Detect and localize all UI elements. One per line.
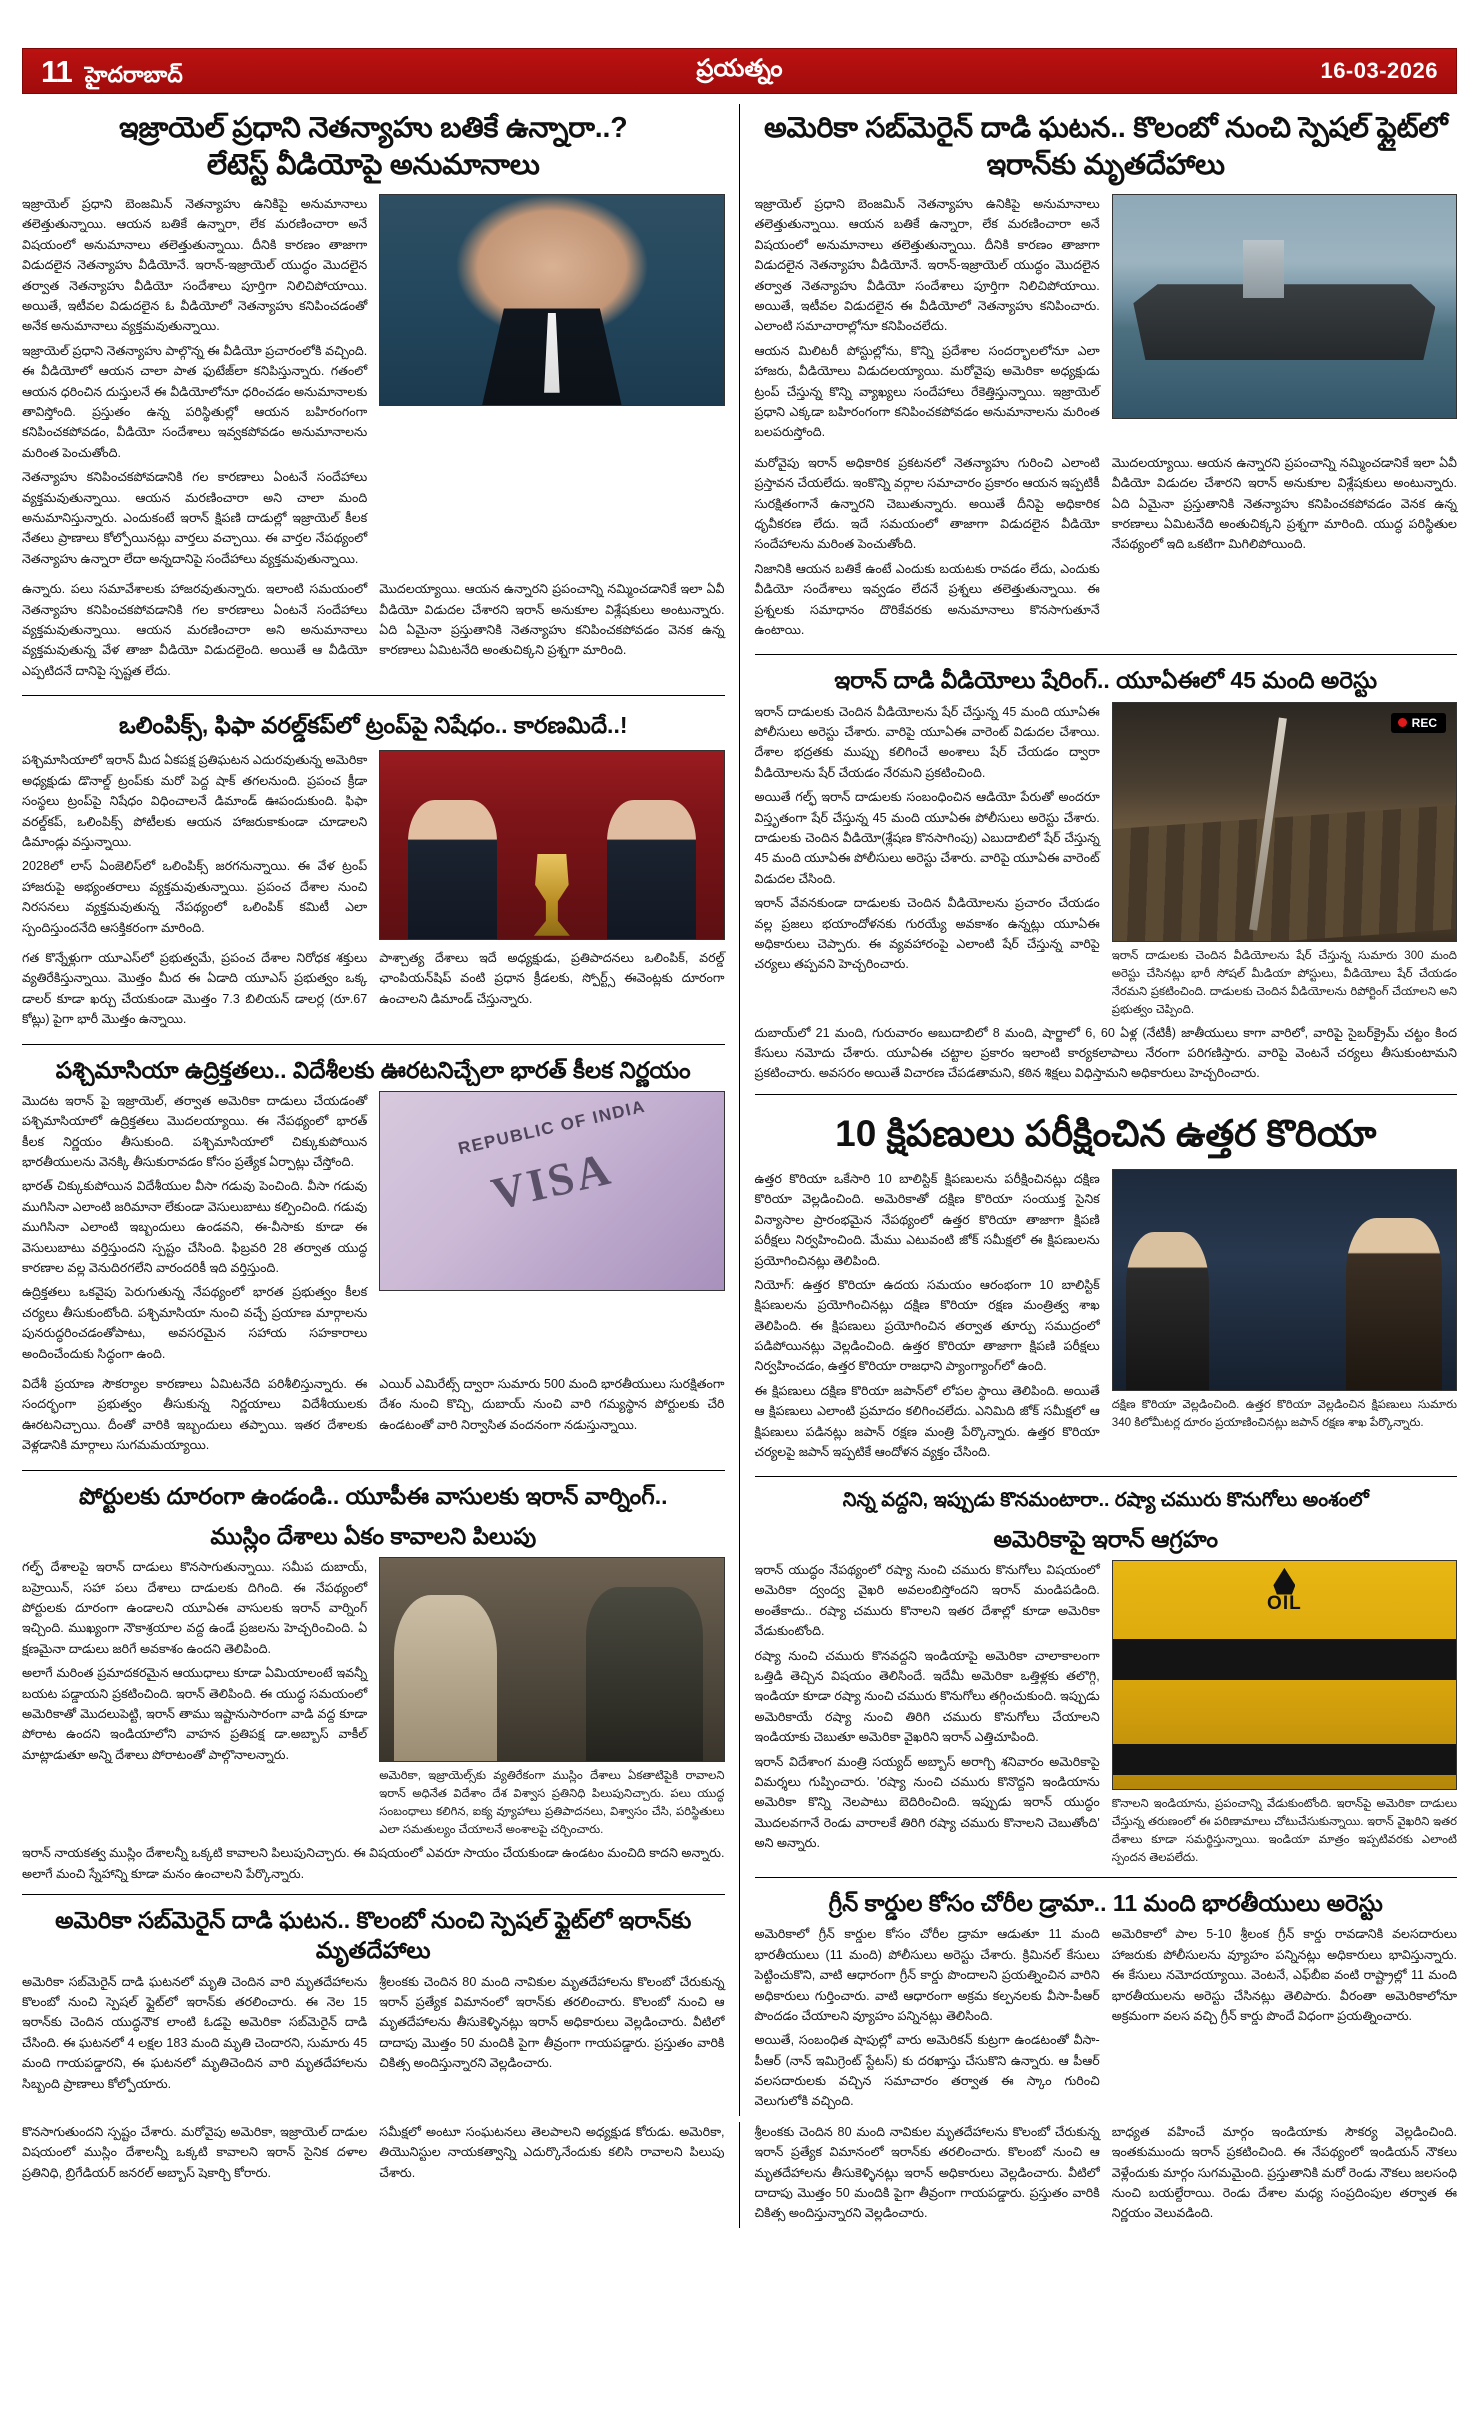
photo-caption: అమెరికా, ఇజ్రాయెల్స్‌కు వ్యతిరేకంగా ముస్లిం దేశాలు ఏకతాటిపైకి రావాలని ఇరాన్ అధినేత విదేశాం దేశ విశ్వాస ప్రతినిధి పిలుపునిచ్చారు. పలు యుద్ధ సంబంధాలు కలిగిన, ఐక్య వ్యూహాలు ప్రతిపాదనలు, విశ్వాసం చేసి, పరిస్థితులు ఎలా సమతుల్యం చేయాలనే అంశాలపై చర్చించారు. xyxy=(379,1769,725,1837)
paragraph: ఇరాన్ విదేశాంగ మంత్రి సయ్యద్ అబ్బాస్ అరాగ్చి శనివారం అమెరికాపై విమర్శలు గుప్పించారు. 'రష్యా నుంచి చమురు కొనొద్దని ఇండియాను అమెరికా కొన్ని నెలపాటు బెదిరించింది. ఇప్పుడు ఇరాన్ యుద్ధం మొదలవగానే రెండు వారాలకే తిరిగి రష్యా చమురు కొనాలని చెబుతోంది' అని అన్నారు. xyxy=(754,1754,1100,1851)
paragraph: అమెరికాలో గ్రీన్ కార్డుల కోసం చోరీల డ్రామా ఆడుతూ 11 మంది భారతీయులు (11 మంది) పోలీసులు అరెస్టు చేశారు. క్రిమినల్ కేసులు పెట్టించుకొని, వాటి ఆధారంగా గ్రీన్ కార్డు పొందాలని ప్రయత్నించిన వారిని అధికారులు గుర్తించారు. వాటి ఆధారంగా అక్రమ కల్పనలకు వీసా-పీఆర్ పొందడం చేయాలని వ్యూహం పన్నినట్లు తెలిసింది. xyxy=(754,1927,1100,2023)
paragraph: భారత్ చిక్కుకుపోయిన విదేశీయుల వీసా గడువు పెంచింది. వీసా గడువు ముగిసినా ఎలాంటి జరిమానా లేకుండా వెసులుబాటు కల్పించింది. గడువు ముగిసినా ఎలాంటి ఇబ్బందులు ఉండవని, ఈ-వీసాకు కూడా ఈ వెసులుబాటు వర్తిస్తుందని స్పష్టం చేసింది. ఫిబ్రవరి 28 తర్వాత యుద్ధ కారణాల వల్ల వెనుదిరగలేని వారందరికీ ఇది వర్తిస్తుంది. xyxy=(22,1179,368,1275)
page-columns xyxy=(22,104,1457,2116)
paragraph: ఈ క్షిపణులు దక్షిణ కొరియా జపాన్‌లో లోపల స్థాయి తెలిపింది. అయితే ఆ క్షిపణులు ఎలాంటి ప్రమాదం కలిగించలేదు. ఎనిమిది జోక్ సమీక్షలో ఆ క్షిపణులు పడినట్లు జపాన్ రక్షణ మంత్రి పేర్కొన్నారు. ఉత్తర కొరియా చర్యలపై జపాన్ ఇప్పటికే ఆందోళన వ్యక్తం చేసింది. xyxy=(754,1383,1100,1460)
paragraph: నిజానికి ఆయన బతికే ఉంటే ఎందుకు బయటకు రావడం లేదు, ఎందుకు వీడియో సందేశాలు ఇవ్వడం లేదనే ప్రశ్నలు తలెత్తుతున్నాయి. ఈ ప్రశ్నలకు సమాధానం దొరికేవరకు అనుమానాలు కొనసాగుతూనే ఉంటాయి. xyxy=(754,561,1100,637)
bottom-left xyxy=(22,2122,725,2228)
divider xyxy=(22,1044,725,1045)
paragraph: ఇరాన్ దాడులకు చెందిన వీడియోలను షేర్ చేస్తున్న 45 మంది యూఏఈ పోలీసులు అరెస్టు చేశారు. వారిపై యూఏఈ వారెంట్ విడుదల చేశాయి. దేశాల భద్రతకు ముప్పు కలిగించే అంశాలు షేర్ చేయడం ద్వారా వీడియోలను షేర్ చేయడం నేరమని ప్రకటించింది. xyxy=(754,704,1100,780)
right-section5-headline: గ్రీన్ కార్డుల కోసం చోరీల డ్రామా.. 11 మంది భారతీయులు అరెస్టు xyxy=(828,1889,1383,1916)
left-section3-caption xyxy=(379,1374,724,1460)
oil-drop-icon xyxy=(1273,1568,1295,1596)
paragraph: గత కొన్నేళ్లుగా యూఎస్‌లో ప్రభుత్వమే, ప్రపంచ దేశాల నిరోధక శక్తులు వ్యతిరేకిస్తున్నాయి. మొత్తం మీద ఈ ఏడాది యూఎస్ ప్రభుత్వం ఒక్క డాలర్ కూడా ఖర్చు చేయకుండా మొత్తం 7.3 బిలియన్ డాలర్ల (రూ.67 కోట్లు) పైగా భారీ మొత్తం ఉన్నాయి. xyxy=(22,950,368,1027)
left-section2-photo-col xyxy=(379,750,724,942)
bottom-text-3 xyxy=(755,2122,1100,2228)
right-section4-top xyxy=(755,1560,1458,1867)
paragraph: ఇజ్రాయెల్ ప్రధాని బెంజమిన్ నెతన్యాహు ఉనికిపై అనుమానాలు తలెత్తుతున్నాయి. ఆయన బతికే ఉన్నారా, లేక మరణించారా అనే విషయంలో అనుమానాలు తలెత్తుతున్నాయి. దీనికి కారణం తాజాగా విడుదలైన నెతన్యాహు వీడియోనే. ఇరాన్-ఇజ్రాయెల్ యుద్ధం మొదలైన తర్వాత నెతన్యాహు వీడియో సందేశాలు పూర్తిగా నిలిచిపోయాయి. అయితే, ఇటీవల విడుదలైన ఓ వీడియోలో నెతన్యాహు కనిపించడంతో అనేక అనుమానాలు వ్యక్తమవుతున్నాయి. xyxy=(22,197,368,334)
left-lead-headline-line2: లేటెస్ట్ వీడియోపై అనుమానాలు xyxy=(206,149,540,182)
paragraph: అయితే, సంబంధిత షాపుల్లో వారు అమెరికన్ కుట్రగా ఉండటంతో వీసా-పీఆర్ (నాన్ ఇమిగ్రెంట్ స్టేటస్) కు దరఖాస్తు చేసుకొని ఉన్నారు. ఆ పీఆర్ వలసదారులకు వచ్చిన సమాచారం తర్వాత ఈ స్కాం గురించి వెలుగులోకి వచ్చింది. xyxy=(754,2033,1100,2109)
paragraph: అమెరికాలో పాల 5-10 శ్రీలంక గ్రీన్ కార్డు రావడానికి వలసదారులు హాజరుకు పోలీసులను వ్యూహం పన్నినట్లు అధికారులు భావిస్తున్నారు. ఈ కేసులు నమోదయ్యాయి. వెంటనే, ఎఫ్‌బీఐ వంటి రాష్ట్రాల్లో 11 మంది భారతీయులను అరెస్టు చేసినట్లు తెలిపారు. వీరంతా అమెరికాలోనూ అక్రమంగా వలస వచ్చి గ్రీన్ కార్డు పొందే విధంగా ప్రయత్నించారు. xyxy=(1111,1927,1457,2023)
right-column xyxy=(755,104,1458,2116)
photo-caption: మొదలయ్యాయి. ఆయన ఉన్నారని ప్రపంచాన్ని నమ్మించడానికే ఇలా ఏవీ వీడియో విడుదల చేశారని ఇరాన్ అనుకూల విశ్లేషకులు అంటున్నారు. ఏది ఏమైనా ప్రస్తుతానికి నెతన్యాహు కనిపించకపోవడం వెనక ఉన్న కారణాలు ఏమిటనేది అంతుచిక్కని ప్రశ్నగా మారింది. యుద్ధ పరిస్థితుల నేపథ్యంలో ఇది ఒకటిగా మిగిలిపోయింది. xyxy=(1111,455,1457,552)
left-section3-text-col xyxy=(22,1091,367,1368)
bottom-strip xyxy=(22,2122,1457,2228)
right-lead-photo-col xyxy=(1112,194,1457,447)
left-lead-photo-col xyxy=(379,194,724,573)
north-korea-leaders-photo xyxy=(1112,1169,1457,1391)
right-section3-top xyxy=(755,1169,1458,1466)
right-lead-text-2 xyxy=(755,453,1100,645)
left-section5-headline: అమెరికా సబ్‌మెరైన్ దాడి ఘటన.. కొలంబో నుంచి స్పెషల్ ఫ్లైట్‌లో ఇరాన్‌కు మృతదేహాలు xyxy=(55,1906,692,1964)
paragraph: ఆయన మిలిటరీ పోస్టుల్లోను, కొన్ని ప్రదేశాల సందర్భాలలోనూ ఎలా హాజరు, వీడియోలు విడుదలయ్యాయి. మరోవైపు అమెరికా అధ్యక్షుడు ట్రంప్ చేస్తున్న కొన్ని వ్యాఖ్యలు సందేహాలు రేకెత్తిస్తున్నాయి. ఇజ్రాయెల్ ప్రధాని ఎక్కడా బహిరంగంగా కనిపించకపోవడం అనుమానాలను మరింత బలపరుస్తోంది. xyxy=(754,343,1100,440)
right-section5-body xyxy=(755,1924,1458,2116)
edition-city: హైదరాబాద్ xyxy=(84,61,183,87)
oil-label: OIL xyxy=(1267,1593,1302,1614)
photo-caption: కొనాలని ఇండియాను, ప్రపంచాన్ని వేడుకుంటోంది. ఇరాన్‌పై అమెరికా దాడులు చేస్తున్న తరుణంలో ఈ పరిణామాలు చోటుచేసుకున్నాయి. ఇరాన్ వైఖరిని ఇతర దేశాలు కూడా సమర్థిస్తున్నాయి. ఇండియా మాత్రం ఇప్పటివరకు ఎలాంటి స్పందన తెలపలేదు. xyxy=(1111,1797,1457,1864)
left-section5-text-1 xyxy=(22,1972,367,2098)
left-lead-caption xyxy=(379,579,724,685)
paragraph: ఉత్తర కొరియా ఒకేసారి 10 బాలిస్టిక్ క్షిపణులను పరీక్షించినట్లు దక్షిణ కొరియా వెల్లడించింది. అమెరికాతో దక్షిణ కొరియా సంయుక్త సైనిక విన్యాసాల ప్రారంభమైన నేపథ్యంలో ఉత్తర కొరియా తాజాగా క్షిపణి పరీక్షలు నిర్వహించింది. మేము ఎటువంటి జోక్ సమీక్షలో ఈ క్షిపణులను ప్రయోగించినట్లు తెలిపింది. xyxy=(754,1171,1100,1268)
left-lead-text-2 xyxy=(22,579,367,685)
trophy-icon xyxy=(522,854,582,936)
column-divider xyxy=(739,104,740,2116)
left-lead-headline xyxy=(22,110,725,184)
right-lead-top xyxy=(755,194,1458,447)
paragraph: ఉన్నారు. పలు సమావేశాలకు హాజరవుతున్నారు. ఇలాంటి సమయంలో నెతన్యాహు కనిపించకపోవడానికి గల కారణాలు ఏంటనే సందేహాలు వ్యక్తమవుతున్నాయి. ఆయన మరణించారా అని అనుమానాలు వ్యక్తమవుతున్న వేళ తాజా వీడియో విడుదలైంది. అయితే ఆ వీడియో ఎప్పటిదనే దానిపై స్పష్టత లేదు. xyxy=(22,582,368,678)
bottom-text-1 xyxy=(22,2122,367,2187)
photo-caption: మొదలయ్యాయి. ఆయన ఉన్నారని ప్రపంచాన్ని నమ్మించడానికే ఇలా ఏవీ వీడియో విడుదల చేశారని ఇరాన్ అనుకూల విశ్లేషకులు అంటున్నారు. ఏది ఏమైనా ప్రస్తుతానికి నెతన్యాహు కనిపించకపోవడం వెనక ఉన్న కారణాలు ఏమిటనేది అంతుచిక్కని ప్రశ్నగా మారింది. xyxy=(379,582,725,658)
left-section3-top xyxy=(22,1091,725,1368)
right-section3-headline: 10 క్షిపణులు పరీక్షించిన ఉత్తర కొరియా xyxy=(835,1112,1377,1154)
left-section3-bottom xyxy=(22,1374,725,1460)
right-section5-text-2 xyxy=(1112,1924,1457,2116)
paragraph: ఇజ్రాయెల్ ప్రధాని నెతన్యాహు పాల్గొన్న ఈ వీడియో ప్రచారంలోకి వచ్చింది. ఈ వీడియోలో ఆయన చాలా పాత ఫుటేజ్‌లా కనిపిస్తున్నారు. గతంలో ఆయన ధరించిన దుస్తులనే ఈ వీడియోలోనూ ధరించడం అనుమానాలకు తావిస్తోంది. ప్రస్తుతం ఉన్న పరిస్థితుల్లో ఆయన బహిరంగంగా కనిపించకపోవడం, వీడియో సందేశాలు ఇవ్వకపోవడం అనుమానాలను మరింత పెంచుతోంది. xyxy=(22,343,368,460)
publication-date: 16-03-2026 xyxy=(1320,58,1438,83)
paper-title: ప్రయత్నం xyxy=(696,54,783,82)
left-section5-text-2 xyxy=(379,1972,724,2098)
paragraph: ఇరాన్ యుద్ధం నేపథ్యంలో రష్యా నుంచి చమురు కొనుగోలు విషయంలో అమెరికా ద్వంద్వ వైఖరి అవలంబిస్తోందని ఇరాన్ మండిపడింది. అంతేకాదు.. రష్యా చమురు కొనాలని ఇతర దేశాల్లో కూడా అమెరికా వేడుకుంటోంది. xyxy=(754,1563,1100,1639)
right-lead-text-col xyxy=(755,194,1100,447)
left-section4-headline-1: పోర్టులకు దూరంగా ఉండండి.. యూపీఈ వాసులకు ఇరాన్ వార్నింగ్.. xyxy=(78,1482,668,1509)
paragraph: విదేశీ ప్రయాణ సౌకర్యాల కారణాలు ఏమిటనేది పరిశీలిస్తున్నారు. ఈ సందర్భంగా ప్రభుత్వం తీసుకున్న నిర్ణయాలు విదేశీయులకు ఊరటనిచ్చాయి. దీంతో వారికి ఇబ్బందులు తప్పాయి. ఇతర దేశాలకు వెళ్లడానికి మార్గాలు సుగమమయ్యాయి. xyxy=(22,1376,368,1453)
paragraph: బాధ్యత వహించే మార్గం ఇండియాకు సౌకర్య వెల్లడించింది. ఇంతకుముందు ఇరాన్ ప్రకటించింది. ఈ నేపథ్యంలో ఇండియన్ నౌకలు వెళ్లేందుకు మార్గం సుగమమైంది. ప్రస్తుతానికి మరో రెండు నౌకలు జలసంధి నుంచి బయల్దేరాయి. రెండు దేశాల మధ్య సంప్రదింపుల తర్వాత ఈ నిర్ణయం వెలువడింది. xyxy=(1111,2124,1457,2221)
left-lead-bottom xyxy=(22,579,725,685)
paragraph: ఇజ్రాయెల్ ప్రధాని బెంజమిన్ నెతన్యాహు ఉనికిపై అనుమానాలు తలెత్తుతున్నాయి. ఆయన బతికే ఉన్నారా, లేక మరణించారా అనే విషయంలో అనుమానాలు తలెత్తుతున్నాయి. దీనికి కారణం తాజాగా విడుదలైన నెతన్యాహు వీడియోనే. ఇరాన్-ఇజ్రాయెల్ యుద్ధం మొదలైన తర్వాత నెతన్యాహు వీడియో సందేశాలు పూర్తిగా నిలిచిపోయాయి. అయితే, ఇటీవల విడుదలైన ఈ వీడియోలో నెతన్యాహు కనిపించారు. ఎలాంటి సమాచారాల్లోనూ కనిపించలేదు. xyxy=(754,197,1100,334)
paragraph: రష్యా నుంచి చమురు కొనవద్దని ఇండియాపై అమెరికా చాలాకాలంగా ఒత్తిడి తెచ్చిన విషయం తెలిసిందే. ఇదేమీ అమెరికా ఒత్తిళ్లకు తలొగ్గి, ఇండియా కూడా రష్యా నుంచి చమురు కొనుగోలు తగ్గించుకుంది. ఇప్పుడు అమెరికాయే రష్యా నుంచి తిరిగి చమురు కొనుగోలు చేయాలని ఇండియాకు చెబుతూ అమెరికా వైఖరిని ఇరాన్ ఎత్తిచూపింది. xyxy=(754,1648,1100,1745)
right-lead-headline xyxy=(755,110,1458,184)
naval-warship-photo xyxy=(1112,194,1457,419)
right-lead-caption xyxy=(1112,453,1457,645)
masthead-left xyxy=(41,53,183,89)
bottom-text-2 xyxy=(379,2122,724,2187)
right-section2-text-2 xyxy=(755,1023,1458,1084)
paragraph: ఉద్రిక్తతలు ఒకవైపు పెరుగుతున్న నేపథ్యంలో భారత ప్రభుత్వం కీలక చర్యలు తీసుకుంటోంది. పశ్చిమాసియా నుంచి వచ్చే ప్రయాణ మార్గాలను పునరుద్ధరించడంతోపాటు, అవసరమైన సహాయ సహకారాలు అందించేందుకు సిద్ధంగా ఉంది. xyxy=(22,1285,368,1361)
photo-caption: దక్షిణ కొరియా వెల్లడించింది. ఉత్తర కొరియా వెల్లడించిన క్షిపణులు సుమారు 340 కిలోమీటర్ల దూరం ప్రయాణించినట్లు జపాన్ రక్షణ శాఖ పేర్కొన్నారు. xyxy=(1111,1397,1457,1429)
trump-fifa-trophy-photo xyxy=(379,750,724,940)
left-section3-photo-col xyxy=(379,1091,724,1368)
left-lead-headline-line1: ఇజ్రాయెల్ ప్రధాని నెతన్యాహు బతికే ఉన్నారా..? xyxy=(119,112,628,144)
paragraph: సమీక్షలో అంటూ సంఘటనలు తెలపాలని అధ్యక్షుడ కోరుడు. అమెరికా, తియొనిస్టుల నాయకత్వాన్ని ఎదుర్కొనేందుకు కలిసి రావాలని పిలుపు చేశారు. xyxy=(379,2124,725,2180)
right-section3-text-col xyxy=(755,1169,1100,1466)
divider xyxy=(755,1476,1458,1477)
left-section5-body xyxy=(22,1972,725,2098)
photo-caption: ఇరాన్ దాడులకు చెందిన వీడియోలను షేర్ చేస్తున్న సుమారు 300 మంది అరెస్టు చేసినట్లు భారీ సోషల్ మీడియా పోస్టులు, వీడియోలు షేర్ చేయడం నేరమని ప్రకటించింది. దాడులకు చెందిన వీడియోలను రిపోర్టింగ్ చేయాలని అని ప్రభుత్వం చెప్పింది. xyxy=(1111,948,1457,1016)
right-section4-headline-2: అమెరికాపై ఇరాన్ ఆగ్రహం xyxy=(993,1525,1219,1552)
bottom-right xyxy=(755,2122,1458,2228)
left-lead-text-col xyxy=(22,194,367,573)
divider xyxy=(22,1470,725,1471)
right-section2-photo-col xyxy=(1112,702,1457,1019)
oil-barrels-photo xyxy=(1112,1560,1457,1790)
page-number: 11 xyxy=(41,53,72,89)
column-divider xyxy=(739,2122,740,2228)
right-lead-headline-line1: అమెరికా సబ్‌మెరైన్ దాడి ఘటన.. కొలంబో నుంచి స్పెషల్ ఫ్లైట్‌లో xyxy=(763,112,1448,144)
divider xyxy=(755,654,1458,655)
right-section5-text-1 xyxy=(755,1924,1100,2116)
paragraph: శ్రీలంకకు చెందిన 80 మంది నావికుల మృతదేహాలను కొలంబో చేరుకున్న ఇరాన్ ప్రత్యేక విమానంలో ఇరాన్‌కు తరలించారు. కొలంబో నుంచి ఆ మృతదేహాలను తీసుకెళ్ళినట్లు ఇరాన్ అధికారులు వెల్లడించారు. వీటిలో దాదాపు మొత్తం 50 మందికి పైగా తీవ్రంగా గాయపడ్డారు. ప్రస్తుతం వారికి చికిత్స అందిస్తున్నారని వెల్లడించారు. xyxy=(379,1974,725,2071)
divider xyxy=(22,695,725,696)
right-section2-headline: ఇరాన్ దాడి వీడియోలు షేరింగ్.. యూఏఈలో 45 మంది అరెస్టు xyxy=(834,667,1378,694)
netanyahu-speaking-photo xyxy=(379,194,724,406)
right-section4-photo-col xyxy=(1112,1560,1457,1867)
bottom-right-cols xyxy=(755,2122,1458,2228)
bottom-left-cols xyxy=(22,2122,725,2187)
left-section3-headline: పశ్చిమాసియా ఉద్రిక్తతలు.. విదేశీలకు ఊరటనిచ్చేలా భారత్ కీలక నిర్ణయం xyxy=(55,1056,691,1083)
india-visa-document-photo xyxy=(379,1091,724,1291)
record-dot-icon xyxy=(1398,718,1407,727)
paragraph: శ్రీలంకకు చెందిన 80 మంది నావికుల మృతదేహాలను కొలంబో చేరుకున్న ఇరాన్ ప్రత్యేక విమానంలో ఇరాన్‌కు తరలించారు. కొలంబో నుంచి ఆ మృతదేహాలను తీసుకెళ్ళినట్లు ఇరాన్ అధికారులు వెల్లడించారు. వీటిలో దాదాపు మొత్తం 50 మందికి పైగా తీవ్రంగా గాయపడ్డారు. ప్రస్తుతం వారికి చికిత్స అందిస్తున్నారని వెల్లడించారు. xyxy=(754,2124,1100,2221)
right-section4-text-col xyxy=(755,1560,1100,1867)
bottom-text-4 xyxy=(1112,2122,1457,2228)
left-section2-text-2 xyxy=(22,948,367,1034)
divider xyxy=(755,1877,1458,1878)
left-section3-text-2 xyxy=(22,1374,367,1460)
photo-caption: పాశ్చాత్య దేశాలు ఇదే అధ్యక్షుడు, ప్రతిపాదనలు ఒలింపిక్, వరల్డ్ ఛాంపియన్‌షిప్ వంటి ప్రధాన క్రీడలకు, స్పోర్ట్స్ ఈవెంట్లకు దూరంగా ఉంచాలని డిమాండ్ చేస్తున్నారు. xyxy=(379,950,725,1006)
rec-badge-label: REC xyxy=(1411,715,1437,730)
right-section2-text-col xyxy=(755,702,1100,1019)
paragraph: కొనసాగుతుందని స్పష్టం చేశారు. మరోవైపు అమెరికా, ఇజ్రాయెల్ దాడుల విషయంలో ముస్లిం దేశాలన్నీ ఒక్కటి కావాలని ఇరాన్ సైనిక దళాల ప్రతినిధి, బ్రిగేడియర్ జనరల్ అబ్బాస్ షెకార్చి కోరారు. xyxy=(22,2124,368,2180)
drone-strike-footage-photo xyxy=(1112,702,1457,942)
left-section2-headline: ఒలింపిక్స్, ఫిఫా వరల్డ్‌కప్‌లో ట్రంప్‌పై నిషేధం.. కారణమిదే..! xyxy=(118,712,628,739)
paragraph: పశ్చిమాసియాలో ఇరాన్ మీద ఏకపక్ష ప్రతిఘటన ఎదురవుతున్న అమెరికా అధ్యక్షుడు డొనాల్డ్ ట్రంప్‌కు మరో పెద్ద షాక్ తగలనుంది. ప్రపంచ క్రీడా సంస్థలు ట్రంప్‌పై నిషేధం విధించాలనే డిమాండ్ ఊపందుకుంది. ఫిఫా వరల్డ్‌కప్, ఒలింపిక్స్ పోటీలకు ఆయన హాజరుకాకుండా చూడాలని డిమాండ్లు వస్తున్నాయి. xyxy=(22,753,368,849)
divider xyxy=(755,1094,1458,1095)
paragraph: ఇరాన్ నాయకత్వ ముస్లిం దేశాలన్నీ ఒక్కటి కావాలని పిలుపునిచ్చారు. ఈ విషయంలో ఎవరూ సాయం చేయకుండా ఉండటం మంచిది కాదని అన్నారు. అలాగే మంచి స్నేహాన్ని కూడా మనం ఉంచాలని పేర్కొన్నారు. xyxy=(22,1846,725,1881)
paragraph: మెుదట ఇరాన్ పై ఇజ్రాయెల్, తర్వాత అమెరికా దాడులు చేయడంతో పశ్చిమాసియాలో ఉద్రిక్తతలు మొదలయ్యాయి. ఈ నేపథ్యంలో భారత్ కీలక నిర్ణయం తీసుకుంది. పశ్చిమాసియాలో చిక్కుకుపోయిన భారతీయులను వెనక్కి తీసుకురావడం కోసం ప్రత్యేక ఏర్పాట్లు చేస్తోంది. xyxy=(22,1093,368,1170)
right-section4-headline-1: నిన్న వద్దని, ఇప్పుడు కొనమంటారా.. రష్యా చమురు కొనుగోలు అంశంలో xyxy=(842,1489,1369,1512)
paragraph: అలాగే మరింత ప్రమాదకరమైన ఆయుధాలు కూడా ఏమియాలంటే ఇవన్నీ బయట పడ్డాయని ప్రకటించింది. ఇరాన్ తెలిపింది. ఈ యుద్ధ సమయంలో అమెరికాతో మొదలుపెట్టి, ఇరాన్ తాము ఇష్టానుసారంగా వాడి వద్ద కూడా పోరాట ఉందని ఇండియాలోని వాహన ప్రతిపక్ష డా.అబ్బాస్ వాకీల్ మాట్లాడుతూ అన్ని దేశాలు పోరాటంతో పాల్గొనాలన్నారు. xyxy=(22,1666,368,1762)
photo-caption: ఎయిర్ ఎమిరేట్స్ ద్వారా సుమారు 500 మంది భారతీయులు సురక్షితంగా దేశం నుంచి కొచ్చి, దుబాయ్ నుంచి వారి గమ్యస్థాన పోర్టులకు చేరి ఉండటంతో వారి నిర్వాసిత వందనంగా నడుస్తున్నాయి. xyxy=(379,1376,725,1432)
right-lead-bottom xyxy=(755,453,1458,645)
paragraph: అమెరికా సబ్‌మెరైన్ దాడి ఘటనలో మృతి చెందిన వారి మృతదేహాలను కొలంబో నుంచి స్పెషల్ ఫ్లైట్‌లో ఇరాన్‌కు తరలించారు. ఈ నెల 15 ఇరాన్‌కు చెందిన యుద్ధనౌక లాంటి ఓడపై అమెరికా సబ్‌మెరైన్ దాడి చేసింది. ఈ ఘటనలో 4 లక్షల 183 మంది మృతి చెందారని, సుమారు 45 మంది గాయపడ్డారని, ఈ ఘటనలో మృతిచెందిన వారి మృతదేహాలను సిబ్బంది ప్రాణాలు కోల్పోయారు. xyxy=(22,1974,368,2091)
left-section2-text-col xyxy=(22,750,367,942)
left-section4-headline-2: ముస్లిం దేశాలు ఏకం కావాలని పిలుపు xyxy=(210,1522,537,1549)
paragraph: అయితే గల్ఫ్ ఇరాన్ దాడులకు సంబంధించిన ఆడియో పేరుతో అందరూ విస్తృతంగా షేర్ చేస్తున్న 45 మంది యూఏఈ పోలీసులు అరెస్టు చేశారు. దాడులకు చెందిన వీడియో(శ్లేషణ కొనసాగింపు) ఎబుదాబిలో షేర్ చేస్తున్న 45 మంది యూఏఈ పోలీసులు అరెస్టు చేశారు. వారిపై యూఏఈ వారెంట్ విడుదల చేసింది. xyxy=(754,790,1100,886)
paragraph: నియోగ్: ఉత్తర కొరియా ఉదయ సమయం ఆరంభంగా 10 బాలిస్టిక్ క్షిపణులను ప్రయోగించినట్లు దక్షిణ కొరియా రక్షణ మంత్రిత్వ శాఖ తెలిపింది. ఈ క్షిపణులు ప్రయోగించిన తర్వాత తూర్పు సముద్రంలో పడిపోయినట్లు వెల్లడించింది. ఉత్తర కొరియా తాజాగా క్షిపణి పరీక్షలు నిర్వహించడం, ఉత్తర కొరియా రాజధాని ప్యాంగ్యాంగ్‌లో ఉంది. xyxy=(754,1277,1100,1374)
left-column xyxy=(22,104,725,2116)
left-section2-bottom xyxy=(22,948,725,1034)
left-section4-top xyxy=(22,1557,725,1839)
left-section4-text-col xyxy=(22,1557,367,1839)
left-lead-top xyxy=(22,194,725,573)
paragraph: మరోవైపు ఇరాన్ అధికారిక ప్రకటనలో నెతన్యాహు గురించి ఎలాంటి ప్రస్తావన చేయలేదు. ఇంకొన్ని వర్గాల సమాచారం ప్రకారం ఆయన ఇప్పటికీ సురక్షితంగానే ఉన్నారని చెబుతున్నారు. అయితే దీనిపై అధికారిక ధృవీకరణ లేదు. ఇదే సమయంలో తాజాగా విడుదలైన వీడియో సందేహాలను మరింత పెంచుతోంది. xyxy=(754,455,1100,552)
divider xyxy=(22,1894,725,1895)
left-section2-top xyxy=(22,750,725,942)
right-section2-top xyxy=(755,702,1458,1019)
right-section3-photo-col xyxy=(1112,1169,1457,1466)
rec-badge xyxy=(1391,713,1446,733)
left-section4-photo-col xyxy=(379,1557,724,1839)
paragraph: ఇరాన్ వేవనకుండా దాడులకు చెందిన వీడియోలను ప్రచారం చేయడం వల్ల ప్రజలు భయాందోళనకు గురయ్యే అవకాశం ఉన్నట్లు యూఏఈ అధికారులు చెప్పారు. ఈ వ్యవహారంపై ఎలాంటి షేర్ చేస్తున్న వారిపై చర్యలు తప్పవని హెచ్చరించారు. xyxy=(754,896,1100,972)
left-section4-text-2 xyxy=(22,1843,725,1884)
right-lead-headline-line2: ఇరాన్‌కు మృతదేహాలు xyxy=(986,149,1225,182)
paragraph: నెతన్యాహు కనిపించకపోవడానికి గల కారణాలు ఏంటనే సందేహాలు వ్యక్తమవుతున్నాయి. ఆయన మరణించారా అని చాలా మంది అనుమానిస్తున్నారు. ఎందుకంటే ఇరాన్ క్షిపణి దాడుల్లో ఇజ్రాయెల్ కీలక నేతలు ప్రాణాలు కోల్పోయినట్లు వార్తలు వచ్చాయి. ఈ వార్తల నేపథ్యంలో నెతన్యాహు ఉన్నారా లేదా అన్నదానిపై సందేహాలు వ్యక్తమవుతున్నాయి. xyxy=(22,470,368,566)
newspaper-page xyxy=(0,48,1479,2412)
paragraph: దుబాయ్‌లో 21 మంది, గురువారం అబుదాబిలో 8 మంది, షార్జాలో 6, 60 ఏళ్ల (నేటికీ) జాతీయులు కాగా వారిలో, వారిపై సైబర్‌క్రైమ్ చట్టం కింద కేసులు నమోదు చేశారు. యూఏఈ చట్టాల ప్రకారం ఇలాంటి కార్యకలాపాలు నేరంగా పరిగణిస్తారు. వారిపై వెంటనే చర్యలు తీసుకుంటామని ప్రకటించారు. అవసరం అయితే విచారణ చేపడతామని, కఠిన శిక్షలు విధిస్తామని అధికారులు హెచ్చరించారు. xyxy=(754,1025,1457,1081)
soldiers-cleric-photo xyxy=(379,1557,724,1762)
masthead xyxy=(22,48,1457,94)
paragraph: 2028లో లాస్ ఏంజెలిస్‌లో ఒలింపిక్స్ జరగనున్నాయి. ఈ వేళ ట్రంప్ హాజరుపై అభ్యంతరాలు వ్యక్తమవుతున్నాయి. ప్రపంచ దేశాల నుంచి నిరసనలు వ్యక్తమవుతున్న నేపథ్యంలో ఒలింపిక్ కమిటీ ఎలా స్పందిస్తుందనేది ఆసక్తికరంగా మారింది. xyxy=(22,859,368,935)
left-section2-caption xyxy=(379,948,724,1034)
paragraph: గల్ఫ్ దేశాలపై ఇరాన్ దాడులు కొనసాగుతున్నాయి. సమీప దుబాయ్, బహ్రెయిన్, సహా పలు దేశాలు దాడులకు దిగింది. ఈ నేపథ్యంలో పోర్టులకు దూరంగా ఉండాలని యూఏఈ వాసులకు ఇరాన్ వార్నింగ్ ఇచ్చింది. ముఖ్యంగా నౌకాశ్రయాల వద్ద ఉండే ప్రజలను హెచ్చరించింది. ఏ క్షణమైనా దాడులు జరిగే అవకాశం ఉందని తెలిపింది. xyxy=(22,1560,368,1656)
